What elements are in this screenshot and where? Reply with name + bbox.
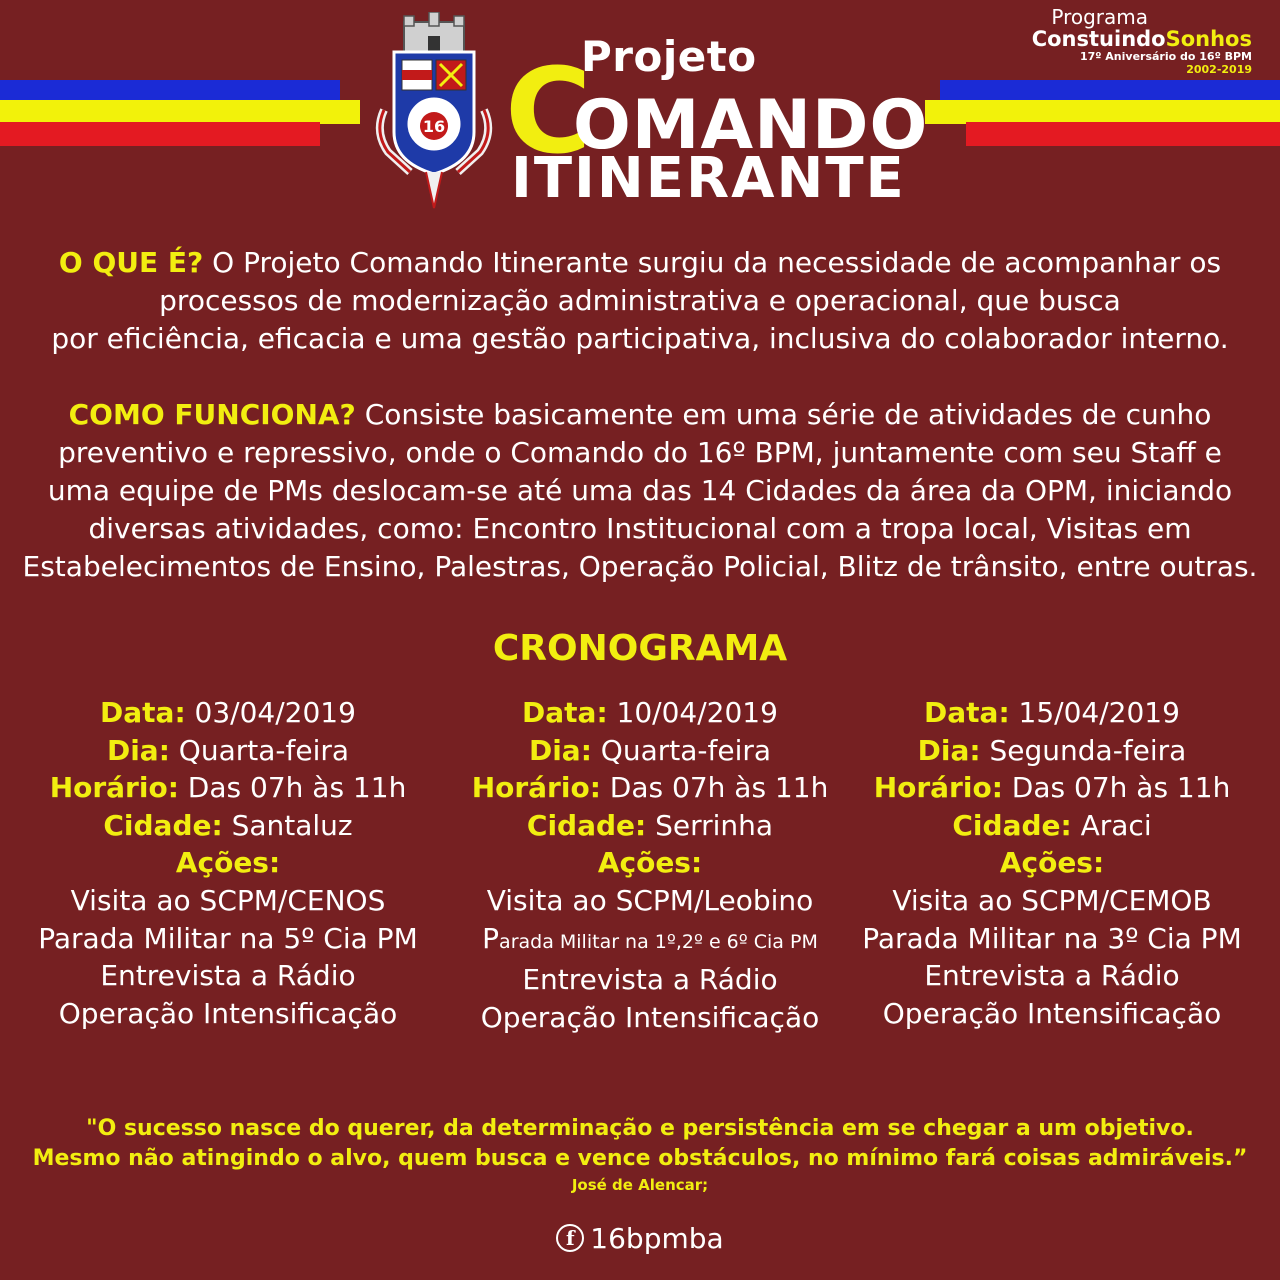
- stripe-right-red: [966, 122, 1280, 146]
- what-is-paragraph: O QUE É? O Projeto Comando Itinerante surgiu da necessidade de acompanhar os processos de modernização administrativa e operacional, que busca por eficiência, eficacia e uma gestão participativa, inclusiva do colaborador interno.: [51, 246, 1229, 355]
- action-item: Entrevista a Rádio: [522, 963, 778, 997]
- action-item: Visita ao SCPM/CEMOB: [892, 883, 1212, 917]
- social-handle: [0, 1222, 1280, 1255]
- stripe-left-red: [0, 122, 320, 146]
- action-item: Visita ao SCPM/Leobino: [486, 883, 814, 917]
- title-comando: OMANDO: [573, 86, 929, 165]
- battalion-crest-logo: [370, 12, 498, 210]
- program-badge: [1032, 6, 1252, 76]
- action-item: Operação Intensificação: [882, 996, 1222, 1030]
- action-item: Operação Intensificação: [58, 996, 398, 1030]
- event-time: Das 07h às 11h: [600, 771, 829, 805]
- what-is-label: O QUE É?: [58, 246, 204, 279]
- action-item: Entrevista a Rádio: [100, 959, 356, 993]
- event-date: 10/04/2019: [607, 696, 778, 729]
- facebook-handle[interactable]: 16bpmba: [590, 1222, 724, 1255]
- event-day: Quarta-feira: [169, 733, 350, 767]
- action-item: Operação Intensificação: [480, 1000, 820, 1034]
- event-day: Segunda-feira: [980, 733, 1187, 767]
- program-years: 2002-2019: [1186, 63, 1252, 76]
- event-day: Quarta-feira: [591, 733, 772, 767]
- event-date: 15/04/2019: [1009, 696, 1180, 729]
- schedule-title: CRONOGRAMA: [492, 628, 788, 669]
- action-item: Parada Militar na 1º,2º e 6º Cia PM: [482, 921, 818, 955]
- title-projeto: Projeto: [581, 32, 757, 81]
- action-item: Visita ao SCPM/CENOS: [70, 883, 386, 917]
- event-city: Araci: [1071, 808, 1152, 842]
- stripe-right-yellow: [925, 100, 1280, 124]
- program-anniversary: 17º Aniversário do 16º BPM: [1079, 50, 1252, 63]
- event-city: Santaluz: [222, 808, 353, 842]
- action-item: Parada Militar na 5º Cia PM: [38, 921, 418, 955]
- title-itinerante: ITINERANTE: [511, 146, 906, 211]
- title-initial: C: [505, 42, 592, 180]
- program-name: ConstuindoSonhos: [1031, 27, 1252, 51]
- how-it-works-paragraph: COMO FUNCIONA? Consiste basicamente em uma série de atividades de cunho preventivo e repressivo, onde o Comando do 16º BPM, juntamente com seu Staff e uma equipe de PMs deslocam-se até uma das 14 Cidades da área da OPM, iniciando diversas atividades, como: Encontro Institucional com a tropa local, Visitas em Estabelecimentos de Ensino, Palestras, Operação Policial, Blitz de trânsito, entre outras.: [22, 398, 1258, 583]
- quote-author: José de Alencar;: [571, 1176, 709, 1194]
- event-time: Das 07h às 11h: [1002, 771, 1231, 805]
- action-item: Entrevista a Rádio: [924, 959, 1180, 993]
- program-label: Programa: [1051, 5, 1148, 29]
- svg-text:16: 16: [422, 117, 446, 136]
- how-it-works-label: COMO FUNCIONA?: [68, 398, 356, 431]
- quote-line-2: Mesmo não atingindo o alvo, quem busca e vence obstáculos, no mínimo fará coisas admiráveis.”: [32, 1146, 1248, 1171]
- quote-block: [0, 1114, 1280, 1196]
- schedule-event-1: Data: 03/04/2019 Dia: Quarta-feira Horário: Das 07h às 11h Cidade: Santaluz Ações: Visita ao SCPM/CENOS Parada Militar na 5º Cia PM Entrevista a Rádio Operação Intensificação: [28, 694, 428, 1032]
- event-city: Serrinha: [646, 808, 774, 842]
- project-title: [505, 30, 929, 211]
- stripe-left-yellow: [0, 100, 360, 124]
- schedule-event-2: Data: 10/04/2019 Dia: Quarta-feira Horário: Das 07h às 11h Cidade: Serrinha Ações: Visita ao SCPM/Leobino Parada Militar na 1º,2º e 6º Cia PM Entrevista a Rádio Operação Intensificação: [450, 694, 850, 1036]
- action-item: Parada Militar na 3º Cia PM: [862, 921, 1242, 955]
- event-date: 03/04/2019: [185, 696, 356, 729]
- facebook-icon: f: [556, 1224, 584, 1252]
- quote-line-1: "O sucesso nasce do querer, da determinação e persistência em se chegar a um objetivo.: [86, 1116, 1194, 1141]
- schedule-event-3: Data: 15/04/2019 Dia: Segunda-feira Horário: Das 07h às 11h Cidade: Araci Ações: Visita ao SCPM/CEMOB Parada Militar na 3º Cia PM Entrevista a Rádio Operação Intensificação: [852, 694, 1252, 1032]
- event-time: Das 07h às 11h: [178, 771, 407, 805]
